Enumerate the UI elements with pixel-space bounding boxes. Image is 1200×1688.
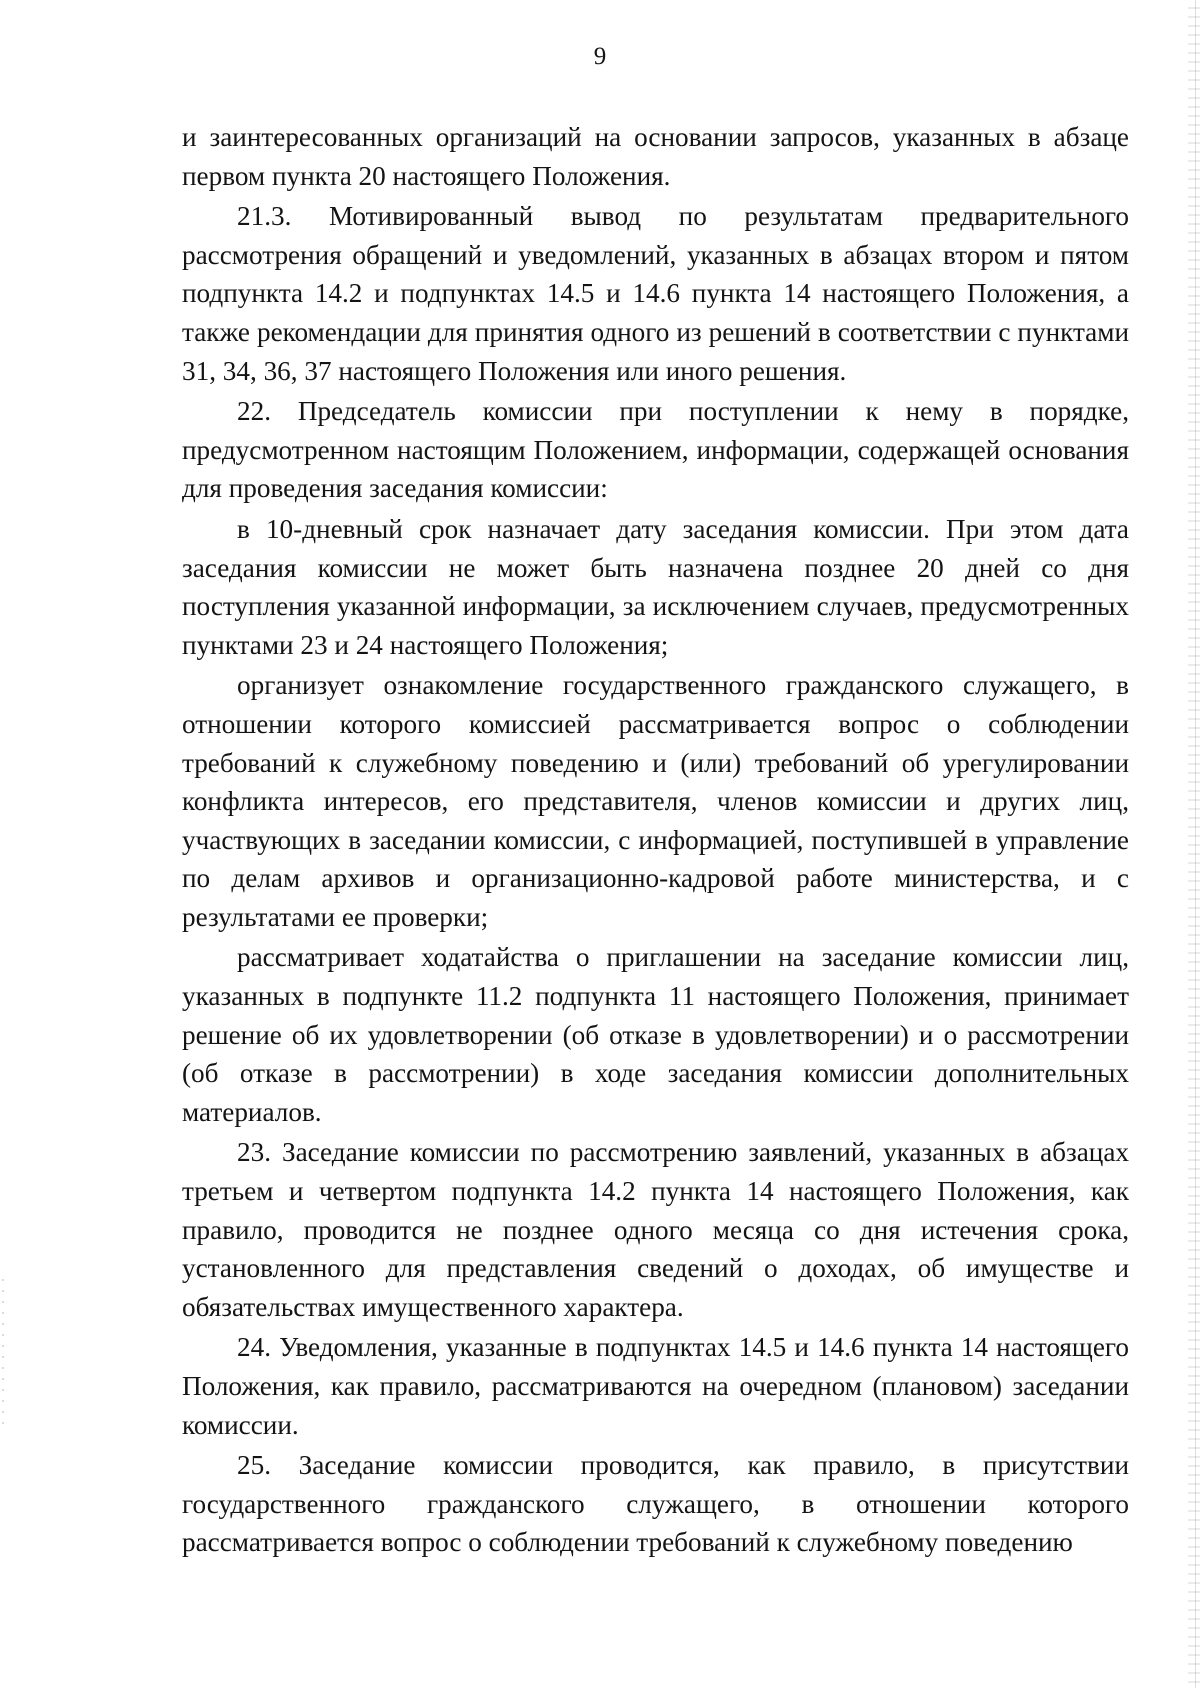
paragraph-22-item-1: в 10-дневный срок назначает дату заседания комиссии. При этом дата заседания комиссии не может быть назначена позднее 20 дней со дня поступления указанной информации, за исключением случаев, предусмотренных пунктами 23 и 24 настоящего Положения;: [182, 513, 1129, 660]
paragraph-22: 22. Председатель комиссии при поступлении к нему в порядке, предусмотренном настоящим Положением, информации, содержащей основания для проведения заседания комиссии:: [182, 396, 1129, 504]
paragraph-25: 25. Заседание комиссии проводится, как правило, в присутствии государственного гражданского служащего, в отношении которого рассматривается вопрос о соблюдении требований к служебному поведению: [182, 1450, 1129, 1558]
paragraph-24: 24. Уведомления, указанные в подпунктах 14.5 и 14.6 пункта 14 настоящего Положения, как правило, рассматриваются на очередном (плановом) заседании комиссии.: [182, 1332, 1129, 1440]
paragraph-21-3: 21.3. Мотивированный вывод по результатам предварительного рассмотрения обращений и уведомлений, указанных в абзацах втором и пятом подпункта 14.2 и подпунктах 14.5 и 14.6 пункта 14 настоящего Положения, а также рекомендации для принятия одного из решений в соответствии с пунктами 31, 34, 36, 37 настоящего Положения или иного решения.: [182, 201, 1129, 386]
paragraph-22-item-3: рассматривает ходатайства о приглашении на заседание комиссии лиц, указанных в подпункте 11.2 подпункта 11 настоящего Положения, принимает решение об их удовлетворении (об отказе в удовлетворении) и о рассмотрении (об отказе в рассмотрении) в ходе заседания комиссии дополнительных материалов.: [182, 942, 1129, 1127]
paragraph-continuation: и заинтересованных организаций на основании запросов, указанных в абзаце первом пункта 20 настоящего Положения.: [182, 122, 1129, 191]
paragraph-22-item-2: организует ознакомление государственного гражданского служащего, в отношении которого комиссией рассматривается вопрос о соблюдении требований к служебному поведению и (или) требований об урегулировании конфликта интересов, его представителя, членов комиссии и других лиц, участвующих в заседании комиссии, с информацией, поступившей в управление по делам архивов и организационно-кадровой работе министерства, и с результатами ее проверки;: [182, 670, 1129, 932]
scan-edge-artifact: [1188, 0, 1200, 1688]
scan-edge-line: [1195, 0, 1196, 1688]
scan-left-artifact: [2, 1270, 4, 1430]
page-number: 9: [593, 43, 607, 70]
document-body: [182, 118, 1129, 1562]
paragraph-23: 23. Заседание комиссии по рассмотрению заявлений, указанных в абзацах третьем и четвертом подпункта 14.2 пункта 14 настоящего Положения, как правило, проводится не позднее одного месяца со дня истечения срока, установленного для представления сведений о доходах, об имуществе и обязательствах имущественного характера.: [182, 1137, 1129, 1322]
